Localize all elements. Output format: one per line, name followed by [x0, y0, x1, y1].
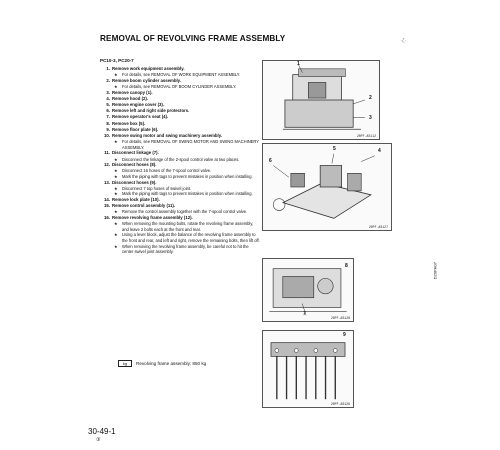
procedure-step [100, 180, 260, 197]
side-code: D20PH07 [432, 262, 437, 280]
note-text: For details, see REMOVAL OF SWING MOTOR AND SWING MACHINERY ASSEMBLY. [122, 139, 259, 150]
figure-canopy-hood [262, 60, 380, 140]
note-text: When removing the mounting bolts, rotate the revolving frame assembly, and leave 2 bolts each at the front and rear. [122, 221, 254, 232]
callout-7: 7 [303, 311, 306, 317]
figure-valve-illustration [263, 259, 353, 321]
step-number: 4. [106, 95, 110, 101]
note-text: When removing the revolving frame assembly, be careful not to hit the center swivel joint assembly. [122, 243, 249, 255]
note-text: For details, see REMOVAL OF BOOM CYLINDER ASSEMBLY. [122, 84, 237, 89]
callout-3: 3 [369, 115, 372, 121]
figure-hoses-illustration [263, 331, 353, 407]
step-note [100, 244, 260, 255]
step-number: 1. [106, 66, 110, 71]
step-number: 13. [104, 179, 110, 185]
step-number: 3. [106, 89, 110, 95]
procedure-step [100, 215, 260, 255]
procedure-step [100, 66, 260, 78]
step-text: Disconnect linkage (7). [112, 150, 159, 156]
star-bullet-icon: ★ [114, 209, 118, 215]
step-number: 15. [104, 203, 110, 209]
star-bullet-icon: ★ [114, 84, 118, 89]
weight-note [118, 360, 206, 367]
step-note [100, 221, 260, 232]
step-number: 8. [106, 120, 110, 126]
step-text: Remove engine cover (3). [112, 102, 165, 107]
figure-canopy-illustration [263, 61, 379, 139]
star-bullet-icon: ★ [114, 168, 118, 174]
star-bullet-icon: ★ [114, 232, 118, 238]
model-subtitle: PC10-3, PC20-7 [100, 58, 134, 63]
procedure-step [100, 78, 260, 90]
star-bullet-icon: ★ [114, 174, 118, 179]
step-note [100, 232, 260, 243]
callout-5: 5 [333, 146, 336, 152]
weight-text: Revolving frame assembly: 850 kg [136, 361, 207, 366]
step-text: Remove revolving frame assembly (12). [112, 214, 193, 220]
step-number: 7. [106, 114, 110, 120]
figure-seat-illustration [263, 144, 391, 230]
step-text: Remove lock plate (10). [112, 196, 160, 202]
callout-1: 1 [297, 61, 300, 67]
figure-control-valve [262, 258, 354, 322]
procedure-step [100, 203, 260, 215]
note-text: Disconnect 7 top hoses of swivel joint. [122, 185, 192, 191]
page-revision: ③ [96, 437, 101, 443]
star-bullet-icon: ★ [114, 221, 118, 227]
figure-code: 20PF.AS128 [330, 316, 350, 320]
step-text: Remove boom cylinder assembly. [112, 77, 181, 83]
document-title: REMOVAL OF REVOLVING FRAME ASSEMBLY [100, 34, 286, 43]
callout-9: 9 [343, 332, 346, 338]
callout-2: 2 [369, 95, 372, 101]
page-number: 30-49-1 [88, 427, 116, 436]
step-number: 14. [104, 196, 110, 202]
step-number: 5. [106, 102, 110, 107]
callout-6: 6 [269, 158, 272, 164]
step-text: Remove work equipment assembly. [112, 66, 185, 71]
step-text: Remove hood (2). [112, 95, 149, 101]
procedure-step [100, 133, 260, 150]
step-number: 6. [106, 108, 110, 114]
step-text: Disconnect hoses (8). [112, 162, 157, 168]
step-number: 10. [104, 133, 110, 139]
step-number: 11. [104, 150, 110, 156]
step-number: 16. [104, 214, 110, 220]
weight-icon: kg [118, 360, 132, 367]
step-number: 9. [106, 126, 110, 132]
step-text: Disconnect hoses (9). [112, 179, 157, 185]
procedure-steps [100, 66, 260, 255]
note-text: Disconnect the linkage of the 2-spool control valve at two places. [122, 156, 240, 162]
star-bullet-icon: ★ [114, 72, 118, 78]
callout-4: 4 [378, 148, 381, 154]
step-text: Remove control assembly (11). [112, 203, 176, 209]
step-text: Remove box (5). [112, 120, 146, 126]
procedure-step [100, 150, 260, 162]
step-text: Remove left and right side protectors. [112, 108, 190, 114]
star-bullet-icon: ★ [114, 156, 118, 162]
figure-code: 20PF.AS129 [330, 402, 350, 406]
figure-code: 20PF.AS127 [368, 225, 388, 229]
step-number: 12. [104, 162, 110, 168]
note-text: Remove the control assembly together with the 7-spool control valve. [122, 209, 248, 215]
note-text: Disconnect 16 hoses of the 7-spool control valve. [122, 168, 212, 174]
callout-8: 8 [345, 263, 348, 269]
note-text: Mark the piping with tags to prevent mistakes in position when installing. [122, 174, 253, 179]
figure-swivel-hoses [262, 330, 354, 408]
figure-seat-floor [262, 143, 392, 231]
step-number: 2. [106, 77, 110, 83]
note-text: Using a lever block, adjust the balance of the revolving frame assembly to the front and rear, and left and right, remove the remaining bolts, then lift off. [122, 232, 260, 243]
step-note [100, 139, 260, 150]
step-text: Remove operator's seat (4). [112, 114, 169, 120]
step-text: Remove swing motor and swing machinery assembly. [112, 133, 223, 139]
star-bullet-icon: ★ [114, 139, 118, 145]
note-text: For details, see REMOVAL OF WORK EQUIPMENT ASSEMBLY. [122, 72, 241, 78]
procedure-step [100, 162, 260, 179]
star-bullet-icon: ★ [114, 243, 118, 249]
note-text: Mark the piping with tags to prevent mistakes in position when installing. [122, 191, 253, 197]
step-text: Remove canopy (1). [112, 89, 153, 95]
star-bullet-icon: ★ [114, 191, 118, 197]
figure-code: 20PF.AS112 [356, 134, 376, 138]
step-text: Remove floor plate (6). [112, 126, 159, 132]
corner-mark: ·ζ· [400, 38, 406, 44]
star-bullet-icon: ★ [114, 185, 118, 191]
